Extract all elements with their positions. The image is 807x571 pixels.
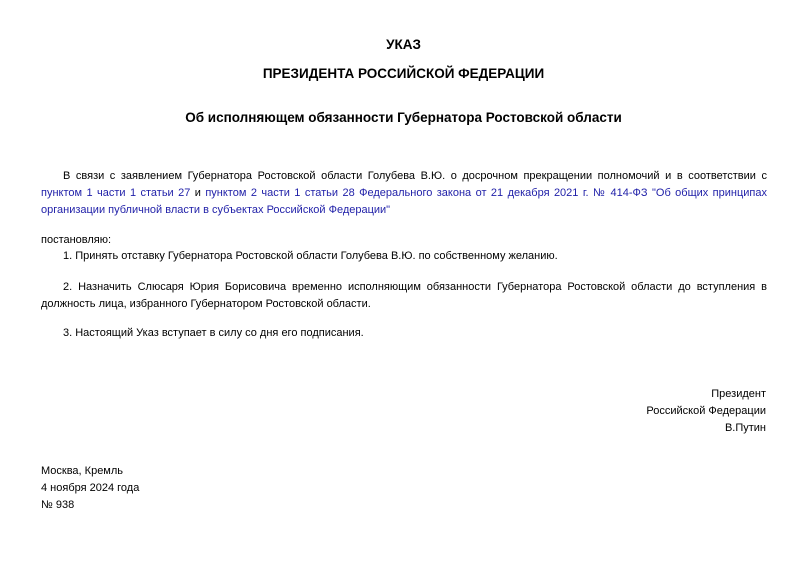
decree-item-2: 2. Назначить Слюсаря Юрия Борисовича временно исполняющим обязанности Губернатора Ростовской области до вступления в должность лица, избранного Губернатором Ростовской области.: [41, 281, 767, 310]
issue-number: № 938: [41, 499, 75, 511]
issue-date: 4 ноября 2024 года: [41, 482, 140, 494]
signature-country: Российской Федерации: [646, 405, 766, 417]
decree-item-3: 3. Настоящий Указ вступает в силу со дня его подписания.: [63, 327, 364, 339]
preamble-text-middle: и: [190, 187, 206, 199]
signature-block: [646, 386, 766, 437]
document-title: УКАЗ: [386, 37, 421, 52]
decree-item-1: 1. Принять отставку Губернатора Ростовской области Голубева В.Ю. по собственному желанию.: [63, 250, 558, 262]
document-heading: Об исполняющем обязанности Губернатора Ростовской области: [185, 110, 622, 125]
decree-word: постановляю:: [41, 234, 112, 246]
document-subtitle: ПРЕЗИДЕНТА РОССИЙСКОЙ ФЕДЕРАЦИИ: [262, 66, 545, 81]
issue-details: [41, 463, 139, 514]
signature-name: В.Путин: [724, 422, 766, 434]
preamble-paragraph: [41, 168, 767, 219]
signature-title: Президент: [711, 388, 766, 400]
preamble-text-before: В связи с заявлением Губернатора Ростовской области Голубева В.Ю. о досрочном прекращении полномочий и в соответствии с: [63, 170, 767, 182]
law-link-article-28[interactable]: пунктом 2 части 1 статьи 28 Федерального закона от 21 декабря 2021 г. № 414-ФЗ "Об общих принципах организации публичной власти в субъектах Российской Федерации": [41, 187, 767, 216]
law-link-article-27[interactable]: пунктом 1 части 1 статьи 27: [41, 187, 191, 199]
issue-place: Москва, Кремль: [41, 465, 124, 477]
